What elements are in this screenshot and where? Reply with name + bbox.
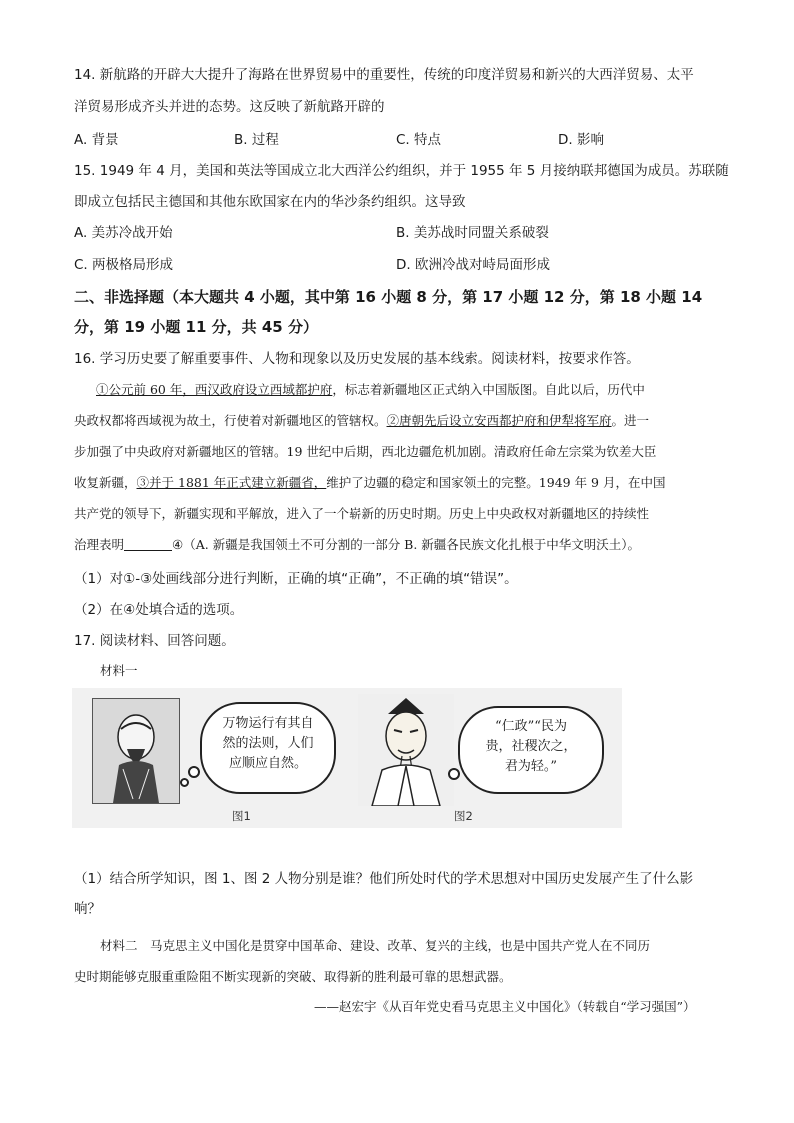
q17-sub1-line2: 响？ xyxy=(74,901,101,917)
q17-material2-source: ——赵宏宇《从百年党史看马克思主义中国化》（转载自“学习强国”） xyxy=(314,999,696,1014)
q14-stem-line2: 洋贸易形成齐头并进的态势。这反映了新航路开辟的 xyxy=(74,99,385,115)
q16-underline-3: ③并于 1881 年正式建立新疆省， xyxy=(136,475,327,490)
q16-material-line4 xyxy=(74,474,665,492)
q14-option-a: A. 背景 xyxy=(74,132,119,148)
q16-material-line2-start: 央政权都将西域视为故土，行使着对新疆地区的管辖权。 xyxy=(74,413,387,428)
q16-underline-1: ①公元前 60 年，西汉政府设立西域都护府 xyxy=(96,382,333,397)
bubble2-line3: 君为轻。” xyxy=(504,759,558,774)
section2-heading-line2: 分，第 19 小题 11 分，共 45 分） xyxy=(74,318,318,336)
q16-material-line2 xyxy=(74,412,649,430)
figure2-portrait xyxy=(358,694,454,806)
q17-stem: 17. 阅读材料、回答问题。 xyxy=(74,633,235,649)
q14-stem-line1: 14. 新航路的开辟大大提升了海路在世界贸易中的重要性，传统的印度洋贸易和新兴的大西洋贸易、太平 xyxy=(74,67,694,83)
material1-figure xyxy=(72,688,622,828)
figure2-speech-bubble xyxy=(458,706,604,794)
mencius-portrait-icon xyxy=(358,694,454,806)
q16-material-line1 xyxy=(96,381,645,399)
q16-material-line2-end: 。进一 xyxy=(611,413,650,428)
q17-sub1-line1: （1）结合所学知识，图 1、图 2 人物分别是谁？他们所处时代的学术思想对中国历史发展产生了什么影 xyxy=(74,871,694,887)
bubble1-tail-small xyxy=(180,778,189,787)
q16-sub2: （2）在④处填合适的选项。 xyxy=(74,602,244,618)
q15-option-b: B. 美苏战时同盟关系破裂 xyxy=(396,225,549,241)
section2-heading-line1: 二、非选择题（本大题共 4 小题，其中第 16 小题 8 分，第 17 小题 12 分，第 18 小题 14 xyxy=(74,288,703,306)
q15-option-c: C. 两极格局形成 xyxy=(74,257,174,273)
bubble2-line2: 贵，社稷次之， xyxy=(485,739,577,754)
q16-material-line6-end: ④（A. 新疆是我国领土不可分割的一部分 B. 新疆各民族文化扎根于中华文明沃土）。 xyxy=(172,537,641,552)
bubble1-tail xyxy=(188,766,200,778)
q16-material-line3: 步加强了中央政府对新疆地区的管辖。19 世纪中后期，西北边疆危机加剧。清政府任命左宗棠为钦差大臣 xyxy=(74,444,657,459)
q16-material-line6-start: 治理表明 xyxy=(74,537,125,552)
figure1-portrait xyxy=(92,698,180,804)
q15-stem-line1: 15. 1949 年 4 月，美国和英法等国成立北大西洋公约组织，并于 1955 年 5 月接纳联邦德国为成员。苏联随 xyxy=(74,163,729,179)
laozi-portrait-icon xyxy=(93,699,179,803)
q16-sub1: （1）对①-③处画线部分进行判断，正确的填“正确”，不正确的填“错误”。 xyxy=(74,571,518,587)
figure1-speech-bubble xyxy=(200,702,336,794)
q16-stem: 16. 学习历史要了解重要事件、人物和现象以及历史发展的基本线索。阅读材料，按要求作答。 xyxy=(74,351,640,367)
q16-material-line6 xyxy=(74,536,640,554)
q16-material-line4-start: 收复新疆， xyxy=(74,475,137,490)
q15-stem-line2: 即成立包括民主德国和其他东欧国家在内的华沙条约组织。这导致 xyxy=(74,194,466,210)
figure2-caption: 图2 xyxy=(454,809,473,823)
figure1-caption: 图1 xyxy=(232,809,251,823)
q17-material2-line2: 史时期能够克服重重险阻不断实现新的突破、取得新的胜利最可靠的思想武器。 xyxy=(74,969,512,984)
q14-option-d: D. 影响 xyxy=(558,132,604,148)
q16-material-line5: 共产党的领导下，新疆实现和平解放，进入了一个崭新的历史时期。历史上中央政权对新疆地区的持续性 xyxy=(74,506,650,521)
q16-underline-2: ②唐朝先后设立安西都护府和伊犁将军府 xyxy=(386,413,612,428)
bubble2-line1: “仁政”“民为 xyxy=(495,719,567,734)
q16-material-line4-end: 维护了边疆的稳定和国家领土的完整。1949 年 9 月，在中国 xyxy=(326,475,666,490)
bubble1-line2: 然的法则，人们 xyxy=(222,736,314,751)
q16-answer-blank xyxy=(124,538,172,551)
q16-material-line1-rest: ，标志着新疆地区正式纳入中国版图。自此以后，历代中 xyxy=(332,382,645,397)
q15-option-a: A. 美苏冷战开始 xyxy=(74,225,173,241)
q17-material2-line1: 材料二 马克思主义中国化是贯穿中国革命、建设、改革、复兴的主线，也是中国共产党人在不同历 xyxy=(100,938,651,953)
bubble1-line1: 万物运行有其自 xyxy=(222,716,314,731)
bubble1-line3: 应顺应自然。 xyxy=(228,756,307,771)
q14-option-b: B. 过程 xyxy=(234,132,279,148)
bubble2-tail xyxy=(448,768,460,780)
q15-option-d: D. 欧洲冷战对峙局面形成 xyxy=(396,257,550,273)
q17-material1-label: 材料一 xyxy=(100,663,138,678)
q14-option-c: C. 特点 xyxy=(396,132,442,148)
